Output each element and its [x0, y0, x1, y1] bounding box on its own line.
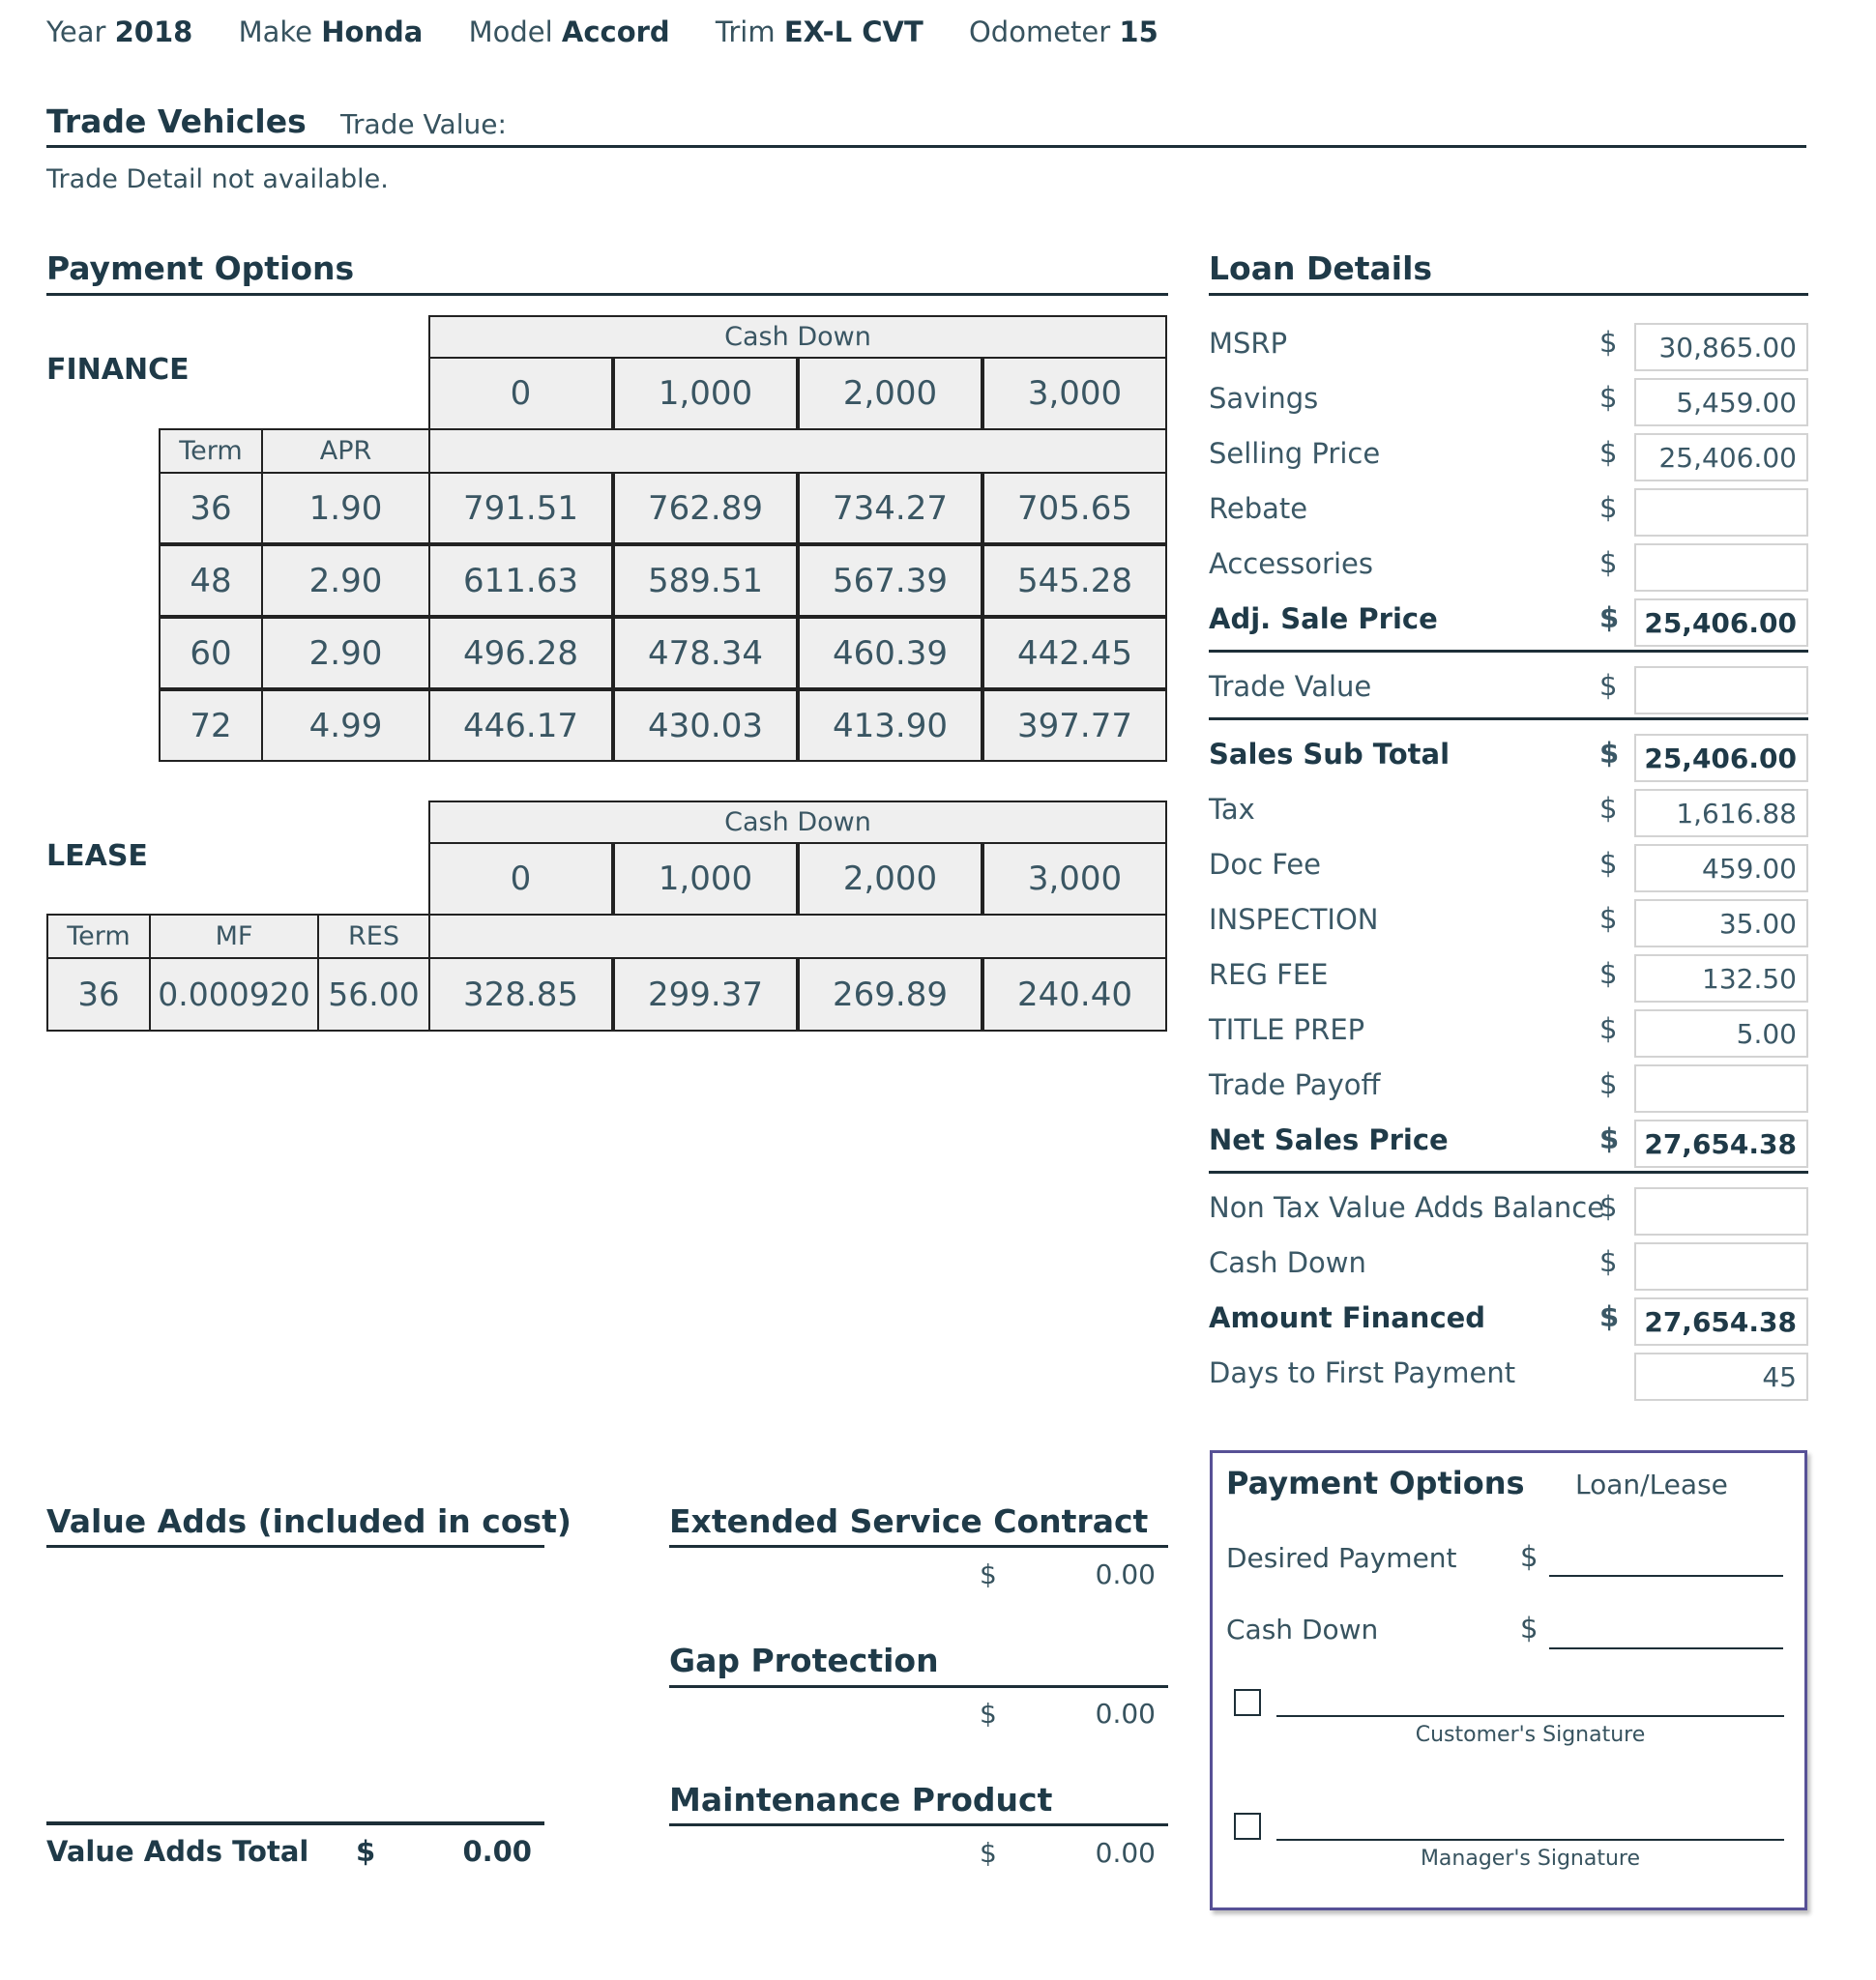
trade-value-label: Trade Value:: [340, 108, 507, 140]
extended-service-contract-value: 0.00: [1095, 1558, 1156, 1590]
extended-service-contract-heading: Extended Service Contract: [669, 1502, 1149, 1540]
extended-service-contract-divider: [669, 1545, 1168, 1548]
msrp-currency: $: [1599, 326, 1618, 359]
adj-sale-price-currency: $: [1599, 601, 1620, 634]
odometer-label: Odometer: [968, 15, 1111, 48]
value-adds-total-currency: $: [356, 1835, 376, 1868]
trade-divider: [46, 145, 1806, 148]
selling-price-currency: $: [1599, 436, 1618, 469]
msrp-value: 30,865.00: [1634, 323, 1808, 371]
customer-signature-line[interactable]: [1276, 1715, 1784, 1717]
finance-payment-cell: 545.28: [982, 544, 1167, 617]
loan-section-divider: [1209, 1171, 1808, 1174]
title-prep-label: TITLE PREP: [1209, 1013, 1365, 1046]
payment-options-heading: Payment Options: [46, 249, 355, 287]
finance-payment-cell: 413.90: [798, 689, 982, 762]
doc-fee-label: Doc Fee: [1209, 848, 1322, 881]
cash-down-currency: $: [1520, 1612, 1539, 1645]
finance-cash-down-3: 3,000: [982, 357, 1167, 430]
sales-sub-total-value: 25,406.00: [1634, 734, 1808, 782]
reg-fee-currency: $: [1599, 957, 1618, 990]
finance-payment-cell: 397.77: [982, 689, 1167, 762]
doc-fee-currency: $: [1599, 847, 1618, 880]
finance-payment-cell: 496.28: [428, 617, 613, 689]
finance-term-cell: 60: [159, 617, 263, 689]
non-tax-value-adds-balance-currency: $: [1599, 1190, 1618, 1223]
customer-box-title: Payment Options: [1226, 1465, 1525, 1501]
net-sales-price-label: Net Sales Price: [1209, 1123, 1449, 1156]
year-label: Year: [46, 15, 106, 48]
value-adds-divider: [46, 1545, 544, 1548]
trade-value-label: Trade Value: [1209, 670, 1372, 703]
maintenance-product-value: 0.00: [1095, 1837, 1156, 1869]
loan-details-divider: [1209, 293, 1808, 296]
savings-label: Savings: [1209, 382, 1319, 415]
finance-cash-down-header: Cash Down: [428, 315, 1167, 359]
finance-cash-down-1: 1,000: [613, 357, 798, 430]
finance-payment-cell: 567.39: [798, 544, 982, 617]
lease-payment-cell: 269.89: [798, 957, 982, 1032]
finance-payment-cell: 446.17: [428, 689, 613, 762]
desired-payment-field[interactable]: [1549, 1575, 1783, 1577]
loan-section-divider: [1209, 717, 1808, 720]
trade-payoff-currency: $: [1599, 1067, 1618, 1100]
model-label: Model: [468, 15, 553, 48]
accessories-value: [1634, 543, 1808, 592]
inspection-label: INSPECTION: [1209, 903, 1379, 936]
lease-label: LEASE: [46, 839, 148, 873]
maintenance-product-heading: Maintenance Product: [669, 1781, 1053, 1819]
finance-payment-cell: 791.51: [428, 472, 613, 544]
accessories-currency: $: [1599, 546, 1618, 579]
finance-apr-cell: 1.90: [261, 472, 430, 544]
net-sales-price-value: 27,654.38: [1634, 1120, 1808, 1168]
lease-cash-down-2: 2,000: [798, 842, 982, 916]
trade-payoff-value: [1634, 1064, 1808, 1113]
cash-down-label: Cash Down: [1226, 1614, 1379, 1645]
amount-financed-label: Amount Financed: [1209, 1301, 1486, 1334]
gap-protection-currency: $: [980, 1698, 997, 1730]
manager-signature-checkbox[interactable]: [1234, 1813, 1261, 1840]
finance-payment-cell: 734.27: [798, 472, 982, 544]
tax-value: 1,616.88: [1634, 789, 1808, 837]
cash-down-field[interactable]: [1549, 1647, 1783, 1649]
selling-price-value: 25,406.00: [1634, 433, 1808, 481]
customer-payment-box: [1210, 1450, 1807, 1910]
finance-term-cell: 36: [159, 472, 263, 544]
cash-down-label: Cash Down: [1209, 1246, 1366, 1279]
adj-sale-price-label: Adj. Sale Price: [1209, 602, 1438, 635]
lease-term-cell: 36: [46, 957, 151, 1032]
net-sales-price-currency: $: [1599, 1122, 1620, 1155]
rebate-currency: $: [1599, 491, 1618, 524]
lease-res-cell: 56.00: [317, 957, 430, 1032]
trade-value-value: [1634, 666, 1808, 714]
value-adds-total-divider: [46, 1821, 544, 1825]
finance-payment-cell: 611.63: [428, 544, 613, 617]
finance-cash-down-0: 0: [428, 357, 613, 430]
finance-payment-cell: 705.65: [982, 472, 1167, 544]
lease-payment-cell: 328.85: [428, 957, 613, 1032]
desired-payment-label: Desired Payment: [1226, 1542, 1457, 1574]
doc-fee-value: 459.00: [1634, 844, 1808, 892]
odometer-value: 15: [1119, 15, 1158, 48]
gap-protection-divider: [669, 1685, 1168, 1688]
finance-apr-cell: 2.90: [261, 544, 430, 617]
make-value: Honda: [321, 15, 424, 48]
lease-cash-down-header: Cash Down: [428, 801, 1167, 844]
cash-down-value: [1634, 1242, 1808, 1291]
loan-details-heading: Loan Details: [1209, 249, 1433, 287]
finance-apr-header: APR: [261, 428, 430, 474]
finance-apr-cell: 2.90: [261, 617, 430, 689]
finance-payment-cell: 460.39: [798, 617, 982, 689]
finance-payment-cell: 589.51: [613, 544, 798, 617]
reg-fee-value: 132.50: [1634, 954, 1808, 1003]
days-to-first-payment-value: 45: [1634, 1353, 1808, 1401]
lease-payment-cell: 299.37: [613, 957, 798, 1032]
rebate-value: [1634, 488, 1808, 537]
trade-value-currency: $: [1599, 669, 1618, 702]
model-value: Accord: [561, 15, 670, 48]
tax-currency: $: [1599, 792, 1618, 825]
trade-detail-text: Trade Detail not available.: [46, 164, 389, 194]
tax-label: Tax: [1209, 793, 1255, 826]
desired-payment-currency: $: [1520, 1540, 1539, 1573]
make-label: Make: [238, 15, 312, 48]
inspection-value: 35.00: [1634, 899, 1808, 947]
finance-payment-cell: 430.03: [613, 689, 798, 762]
trim-value: EX-L CVT: [783, 15, 923, 48]
lease-term-header: Term: [46, 914, 151, 959]
title-prep-value: 5.00: [1634, 1009, 1808, 1058]
finance-payment-cell: 478.34: [613, 617, 798, 689]
vehicle-info-bar: [46, 15, 1158, 48]
title-prep-currency: $: [1599, 1012, 1618, 1045]
customer-signature-caption: Customer's Signature: [1415, 1723, 1646, 1747]
extended-service-contract-currency: $: [980, 1558, 997, 1590]
finance-term-cell: 72: [159, 689, 263, 762]
cash-down-currency: $: [1599, 1245, 1618, 1278]
lease-payment-cell: 240.40: [982, 957, 1167, 1032]
finance-apr-cell: 4.99: [261, 689, 430, 762]
gap-protection-value: 0.00: [1095, 1698, 1156, 1730]
sales-sub-total-currency: $: [1599, 737, 1620, 770]
amount-financed-value: 27,654.38: [1634, 1297, 1808, 1346]
loan-lease-label: Loan/Lease: [1575, 1469, 1728, 1500]
amount-financed-currency: $: [1599, 1300, 1620, 1333]
finance-header-band: [428, 428, 1167, 474]
finance-payment-cell: 762.89: [613, 472, 798, 544]
loan-section-divider: [1209, 650, 1808, 653]
manager-signature-line[interactable]: [1276, 1839, 1784, 1841]
gap-protection-heading: Gap Protection: [669, 1642, 939, 1679]
maintenance-product-currency: $: [980, 1837, 997, 1869]
trim-label: Trim: [715, 15, 776, 48]
lease-cash-down-1: 1,000: [613, 842, 798, 916]
finance-label: FINANCE: [46, 353, 190, 387]
non-tax-value-adds-balance-value: [1634, 1187, 1808, 1236]
finance-cash-down-2: 2,000: [798, 357, 982, 430]
rebate-label: Rebate: [1209, 492, 1308, 525]
msrp-label: MSRP: [1209, 327, 1288, 360]
lease-mf-cell: 0.000920: [149, 957, 319, 1032]
lease-mf-header: MF: [149, 914, 319, 959]
finance-payment-cell: 442.45: [982, 617, 1167, 689]
lease-header-band: [428, 914, 1167, 959]
finance-term-cell: 48: [159, 544, 263, 617]
days-to-first-payment-label: Days to First Payment: [1209, 1356, 1516, 1389]
sales-sub-total-label: Sales Sub Total: [1209, 738, 1451, 771]
value-adds-total-value: 0.00: [462, 1835, 532, 1868]
accessories-label: Accessories: [1209, 547, 1373, 580]
lease-res-header: RES: [317, 914, 430, 959]
value-adds-total-label: Value Adds Total: [46, 1835, 309, 1868]
savings-currency: $: [1599, 381, 1618, 414]
customer-signature-checkbox[interactable]: [1234, 1689, 1261, 1716]
lease-cash-down-3: 3,000: [982, 842, 1167, 916]
finance-term-header: Term: [159, 428, 263, 474]
maintenance-product-divider: [669, 1823, 1168, 1826]
reg-fee-label: REG FEE: [1209, 958, 1329, 991]
adj-sale-price-value: 25,406.00: [1634, 598, 1808, 647]
year-value: 2018: [114, 15, 193, 48]
payment-options-divider: [46, 293, 1168, 296]
lease-cash-down-0: 0: [428, 842, 613, 916]
non-tax-value-adds-balance-label: Non Tax Value Adds Balance: [1209, 1191, 1605, 1224]
trade-payoff-label: Trade Payoff: [1209, 1068, 1381, 1101]
manager-signature-caption: Manager's Signature: [1420, 1847, 1641, 1871]
trade-vehicles-heading: Trade Vehicles: [46, 102, 307, 140]
value-adds-heading: Value Adds (included in cost): [46, 1502, 572, 1540]
selling-price-label: Selling Price: [1209, 437, 1381, 470]
savings-value: 5,459.00: [1634, 378, 1808, 426]
inspection-currency: $: [1599, 902, 1618, 935]
